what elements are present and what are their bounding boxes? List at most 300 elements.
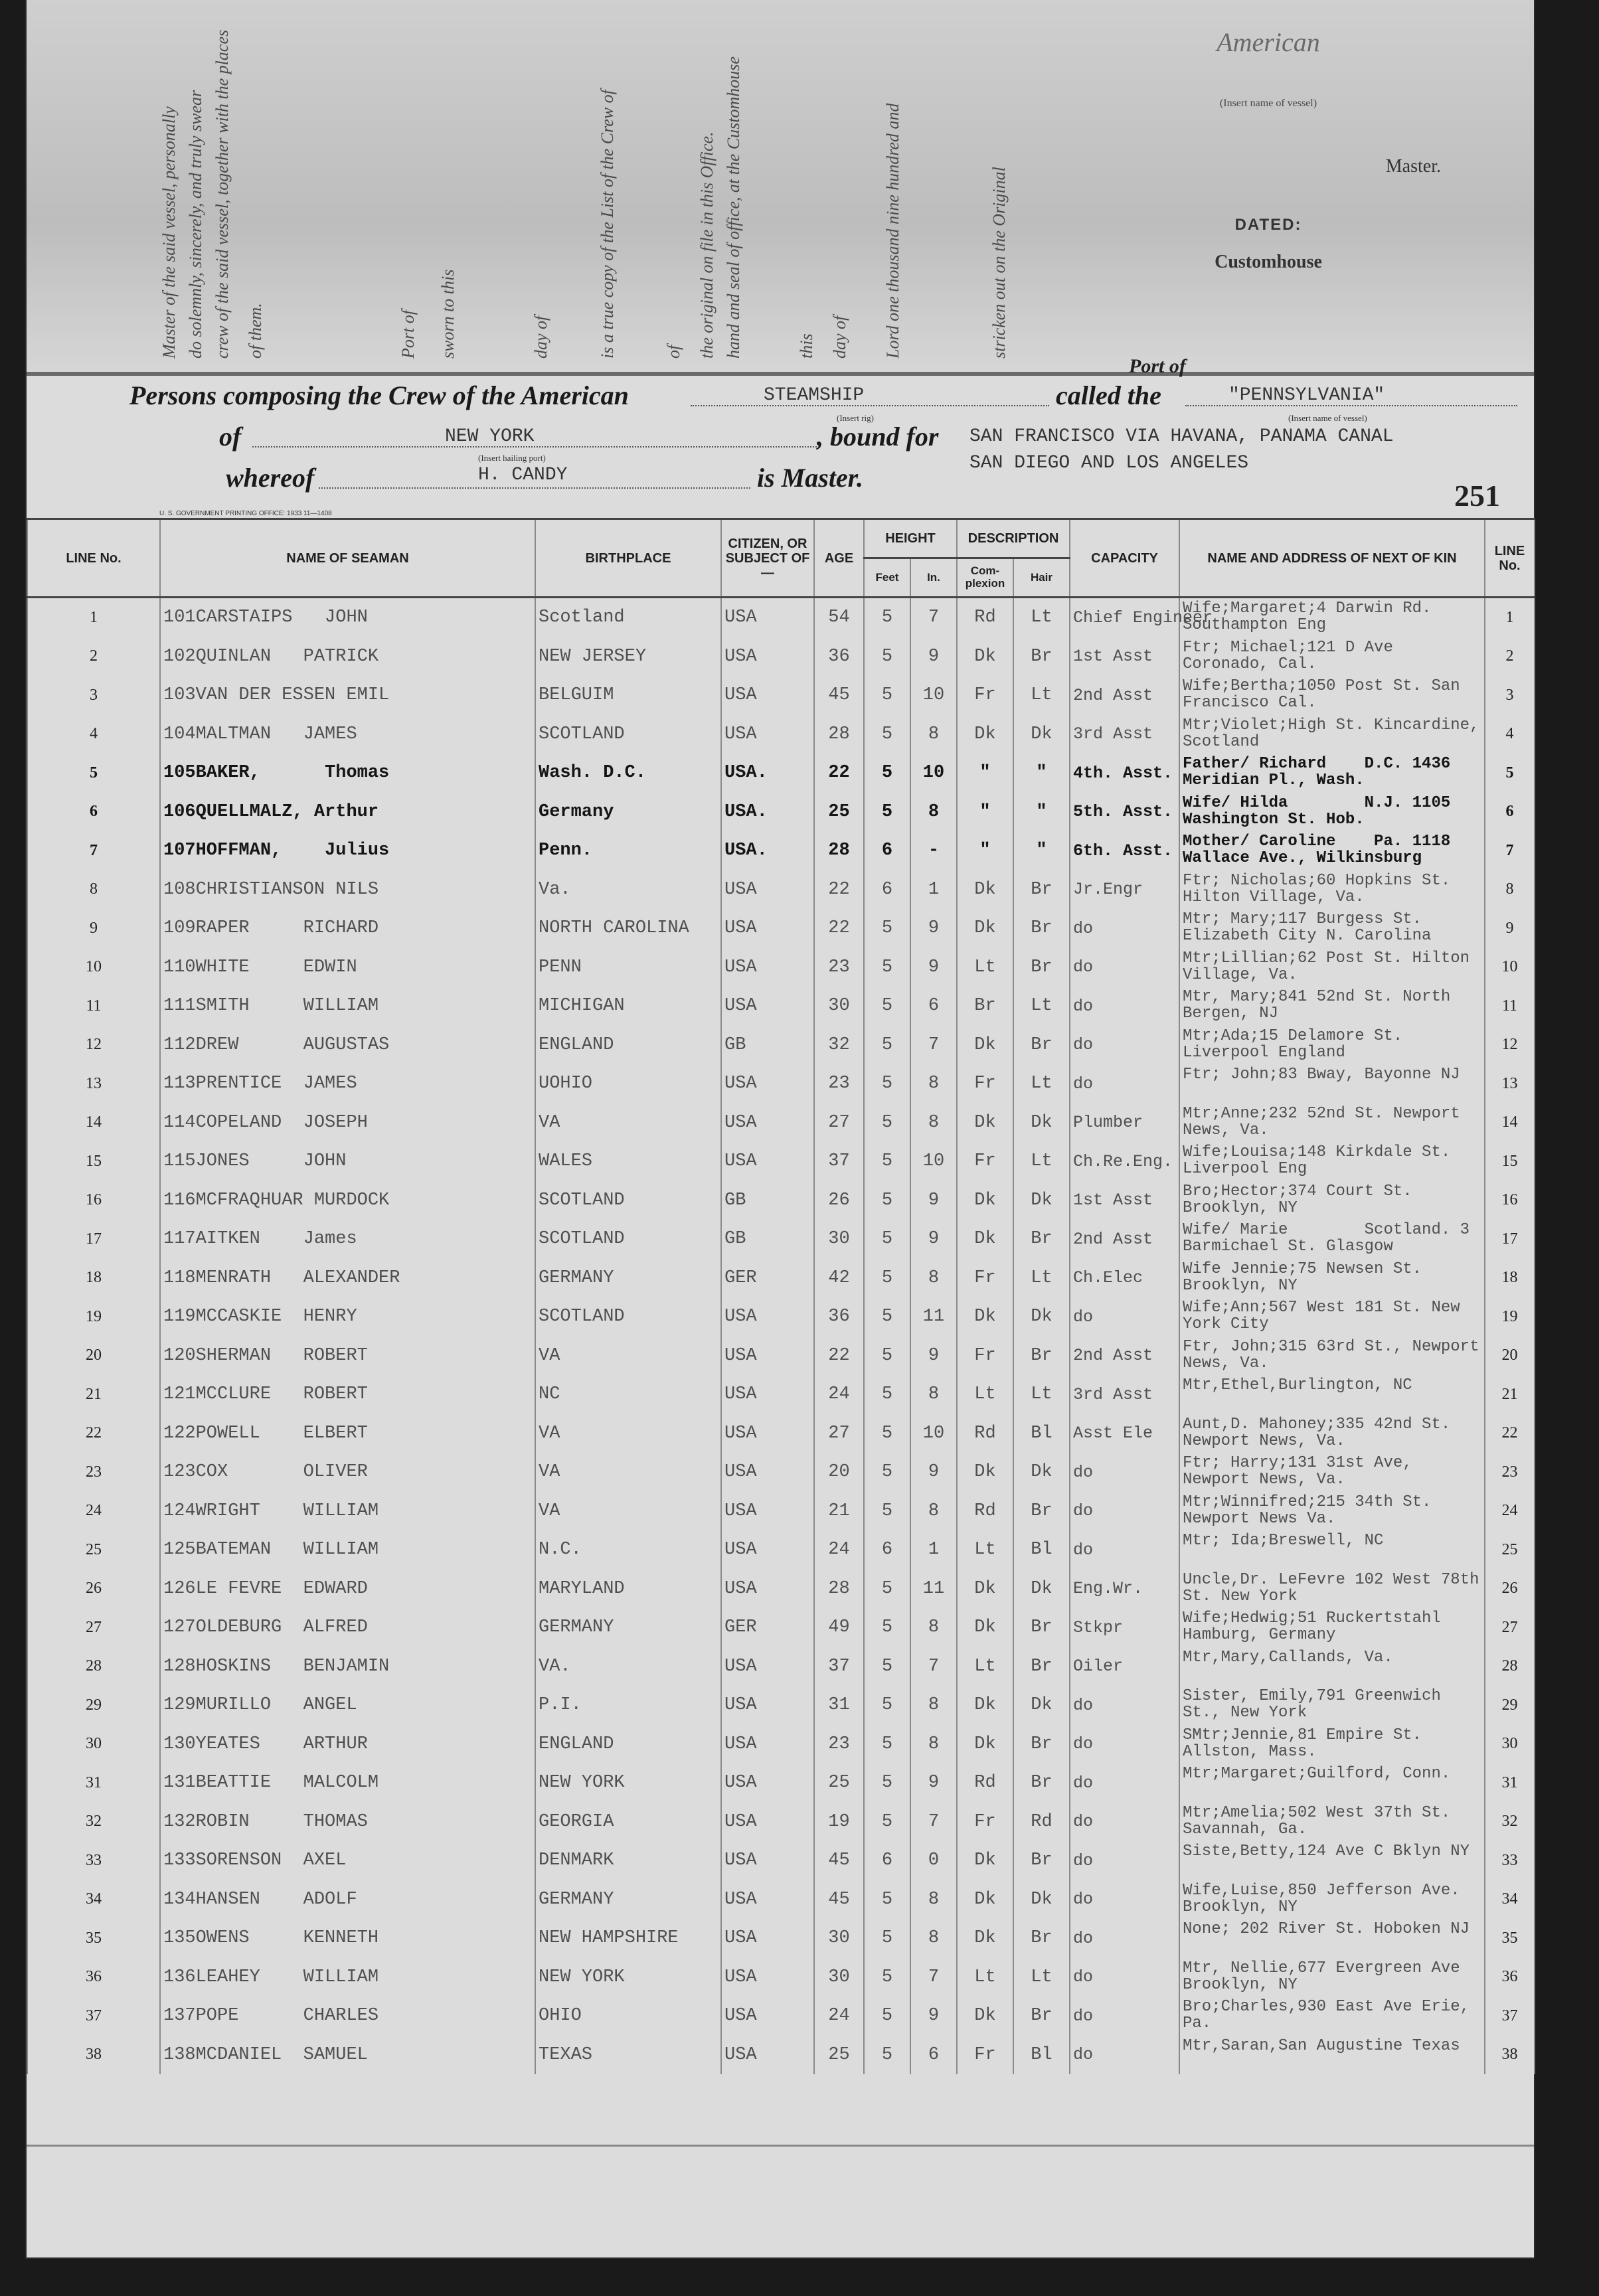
rig-label: (Insert rig) [837,413,874,423]
age: 24 [814,1530,864,1570]
next-of-kin: Mtr,Mary,Callands, Va. [1179,1647,1485,1686]
next-of-kin: Wife;Margaret;4 Darwin Rd. Southampton Eng [1179,598,1485,637]
seaman-name [160,831,535,870]
seaman-full-name: VAN DER ESSEN EMIL [195,685,390,706]
line-no: 24 [27,1492,160,1531]
line-no-right: 16 [1485,1181,1535,1220]
citizenship-value: USA [724,1074,757,1094]
age: 24 [814,1375,864,1414]
capacity: do [1070,1686,1179,1725]
height-inches: 8 [910,1104,957,1143]
seaman-name [160,909,535,948]
flap-column-text: do solemnly, sincerely, and truly swear [186,90,205,359]
crew-row [27,1763,1535,1803]
flap-column-text: crew of the said vessel, together with the places [212,29,232,359]
seaman-name [160,1647,535,1686]
flap-column-text: day of [830,315,849,359]
line-no: 7 [27,831,160,870]
next-of-kin: Wife;Bertha;1050 Post St. San Francisco Cal. [1179,676,1485,715]
of-label: of [219,422,242,451]
age: 49 [814,1608,864,1647]
complexion: Dk [957,1725,1013,1764]
seaman-full-name: MCCLURE ROBERT [195,1384,368,1405]
line-no-right: 14 [1485,1104,1535,1143]
seaman-number: 101 [163,608,196,628]
complexion: " [957,793,1013,832]
complexion: Fr [957,1259,1013,1298]
height-feet: 5 [864,1919,910,1958]
capacity: do [1070,2036,1179,2075]
seaman-name [160,1220,535,1259]
citizenship-value: USA. [724,801,768,822]
capacity: Jr.Engr [1070,870,1179,910]
citizenship [721,1064,814,1104]
seaman-number: 117 [163,1229,196,1250]
line-no-right: 18 [1485,1259,1535,1298]
complexion: Rd [957,598,1013,637]
complexion: Lt [957,1375,1013,1414]
citizenship-value: USA [724,1811,757,1832]
line-no: 28 [27,1647,160,1686]
line-no-right: 32 [1485,1803,1535,1842]
citizenship [721,1414,814,1453]
seaman-name [160,948,535,987]
next-of-kin: Mtr;Ada;15 Delamore St. Liverpool England [1179,1026,1485,1065]
height-feet: 5 [864,1570,910,1609]
crew-row [27,1725,1535,1764]
citizenship [721,831,814,870]
line-no-right: 15 [1485,1142,1535,1181]
citizenship-value: USA [724,918,757,939]
seaman-full-name: LE FEVRE EDWARD [195,1578,368,1599]
capacity: Oiler [1070,1647,1179,1686]
seaman-full-name: ROBIN THOMAS [195,1811,368,1832]
line-no: 14 [27,1104,160,1143]
crew-row [27,1414,1535,1453]
capacity: do [1070,1803,1179,1842]
height-feet: 5 [864,1220,910,1259]
customhouse-label: Customhouse [1215,252,1322,272]
line-no: 31 [27,1763,160,1803]
seaman-full-name: QUINLAN PATRICK [195,646,379,667]
hair: Br [1013,948,1070,987]
birthplace: WALES [535,1142,721,1181]
col-feet: Feet [864,558,910,598]
next-of-kin: Wife,Luise,850 Jefferson Ave. Brooklyn, NY [1179,1880,1485,1920]
line-no-right: 27 [1485,1608,1535,1647]
next-of-kin: Mtr;Winnifred;215 34th St. Newport News Va. [1179,1492,1485,1531]
complexion: Dk [957,1841,1013,1880]
seaman-number: 102 [163,646,196,667]
complexion: Dk [957,1919,1013,1958]
citizenship [721,948,814,987]
citizenship-value: USA [724,1345,757,1366]
line-no-right: 9 [1485,909,1535,948]
citizenship [721,676,814,715]
line-no-right: 28 [1485,1647,1535,1686]
seaman-full-name: MENRATH ALEXANDER [195,1268,400,1288]
flap-column-text: day of [531,315,550,359]
citizenship-value: USA [724,1384,757,1405]
citizenship [721,2036,814,2075]
birthplace: MARYLAND [535,1570,721,1609]
seaman-name [160,1958,535,1997]
seaman-full-name: BATEMAN WILLIAM [195,1540,379,1560]
height-inches: 10 [910,676,957,715]
birthplace: Penn. [535,831,721,870]
citizenship [721,715,814,754]
flap-column-text: of them. [246,303,265,359]
hair: Br [1013,1608,1070,1647]
complexion: Dk [957,1220,1013,1259]
seaman-name [160,1530,535,1570]
age: 37 [814,1647,864,1686]
seaman-number: 132 [163,1811,196,1832]
citizenship [721,1608,814,1647]
seaman-full-name: CARSTAIPS JOHN [195,608,368,628]
vessel-name-label: (Insert name of vessel) [1219,98,1317,109]
citizenship-value: USA [724,724,757,744]
crew-row [27,1026,1535,1065]
citizenship [721,754,814,793]
seaman-full-name: MCFRAQHUAR MURDOCK [195,1190,390,1210]
hair: Dk [1013,1297,1070,1337]
seaman-number: 116 [163,1190,196,1210]
seaman-full-name: WRIGHT WILLIAM [195,1501,379,1521]
seaman-full-name: JONES JOHN [195,1151,347,1172]
crew-row [27,1608,1535,1647]
height-feet: 5 [864,1337,910,1376]
citizenship [721,870,814,910]
crew-row [27,909,1535,948]
col-description: DESCRIPTION [957,519,1070,558]
crew-row [27,1570,1535,1609]
next-of-kin: Mtr,Saran,San Augustine Texas [1179,2036,1485,2075]
age: 20 [814,1453,864,1492]
height-feet: 5 [864,1026,910,1065]
seaman-name [160,598,535,637]
capacity: do [1070,1763,1179,1803]
height-feet: 5 [864,715,910,754]
birthplace: VA [535,1453,721,1492]
flap-column-text: the original on file in this Office. [697,131,716,359]
hair: Br [1013,1725,1070,1764]
complexion: Dk [957,1104,1013,1143]
height-feet: 5 [864,1064,910,1104]
birthplace: GERMANY [535,1608,721,1647]
capacity: Ch.Elec [1070,1259,1179,1298]
height-inches: 7 [910,1803,957,1842]
height-feet: 5 [864,948,910,987]
line-no-right: 7 [1485,831,1535,870]
hair: Br [1013,637,1070,677]
line-no-right: 1 [1485,598,1535,637]
birthplace: GERMANY [535,1259,721,1298]
is-master-label: is Master. [757,463,864,493]
height-feet: 5 [864,676,910,715]
line-no: 8 [27,870,160,910]
height-feet: 5 [864,1453,910,1492]
citizenship-value: USA [724,1151,757,1172]
age: 23 [814,948,864,987]
line-no: 17 [27,1220,160,1259]
citizenship-value: USA [724,996,757,1017]
seaman-name [160,987,535,1026]
height-inches: 1 [910,870,957,910]
line-no-right: 37 [1485,1997,1535,2036]
birthplace: NC [535,1375,721,1414]
height-inches: 6 [910,2036,957,2075]
seaman-full-name: CHRISTIANSON NILS [195,879,379,900]
capacity: do [1070,1919,1179,1958]
capacity: do [1070,987,1179,1026]
age: 54 [814,598,864,637]
height-inches: 7 [910,1958,957,1997]
citizenship [721,1259,814,1298]
citizenship-value: USA [724,2006,757,2026]
line-no: 16 [27,1181,160,1220]
seaman-full-name: AITKEN James [195,1229,357,1250]
height-inches: 7 [910,1026,957,1065]
birthplace: VA [535,1104,721,1143]
height-feet: 5 [864,1725,910,1764]
birthplace: SCOTLAND [535,1297,721,1337]
citizenship-value: USA [724,1462,757,1483]
citizenship-value: GB [724,1229,746,1250]
hair: Lt [1013,598,1070,637]
seaman-number: 105 [163,763,196,783]
hailing-port-label: (Insert hailing port) [478,453,546,463]
line-no: 32 [27,1803,160,1842]
crew-row [27,1375,1535,1414]
line-no: 26 [27,1570,160,1609]
seaman-name [160,1841,535,1880]
age: 23 [814,1725,864,1764]
capacity: do [1070,1064,1179,1104]
capacity: do [1070,1492,1179,1531]
line-no: 13 [27,1064,160,1104]
next-of-kin: Ftr; John;83 Bway, Bayonne NJ [1179,1064,1485,1104]
complexion: Dk [957,1453,1013,1492]
line-no: 37 [27,1997,160,2036]
birthplace: NEW HAMPSHIRE [535,1919,721,1958]
vessel-name-hint: (Insert name of vessel) [1288,413,1367,423]
seaman-name [160,1686,535,1725]
height-inches: 9 [910,1181,957,1220]
age: 22 [814,1337,864,1376]
height-feet: 6 [864,870,910,910]
capacity: 3rd Asst [1070,1375,1179,1414]
crew-row [27,676,1535,715]
seaman-full-name: MALTMAN JAMES [195,724,357,744]
line-no: 1 [27,598,160,637]
line-no-right: 20 [1485,1337,1535,1376]
citizenship-value: USA [724,1850,757,1871]
citizenship-value: USA [724,646,757,667]
height-feet: 5 [864,754,910,793]
age: 21 [814,1492,864,1531]
hailing-port: NEW YORK [445,426,535,447]
seaman-number: 131 [163,1773,196,1793]
citizenship [721,1997,814,2036]
hair: Br [1013,909,1070,948]
next-of-kin: Mtr; Ida;Breswell, NC [1179,1530,1485,1570]
next-of-kin: Mtr;Margaret;Guilford, Conn. [1179,1763,1485,1803]
seaman-number: 104 [163,724,196,744]
seaman-name [160,754,535,793]
height-inches: 9 [910,637,957,677]
line-no: 27 [27,1608,160,1647]
line-no-right: 17 [1485,1220,1535,1259]
line-no-right: 31 [1485,1763,1535,1803]
height-inches: 1 [910,1530,957,1570]
seaman-number: 123 [163,1462,196,1483]
age: 27 [814,1104,864,1143]
complexion: Br [957,987,1013,1026]
seaman-full-name: COX OLIVER [195,1462,368,1483]
crew-row [27,1220,1535,1259]
height-inches: 6 [910,987,957,1026]
line-no: 30 [27,1725,160,1764]
height-inches: 8 [910,1608,957,1647]
complexion: Rd [957,1492,1013,1531]
citizenship [721,1570,814,1609]
height-inches: 8 [910,1686,957,1725]
next-of-kin: Mtr, Mary;841 52nd St. North Bergen, NJ [1179,987,1485,1026]
height-inches: 9 [910,1337,957,1376]
birthplace: P.I. [535,1686,721,1725]
capacity: do [1070,1841,1179,1880]
birthplace: SCOTLAND [535,1220,721,1259]
complexion: Dk [957,1880,1013,1920]
hair: Dk [1013,1570,1070,1609]
next-of-kin: Mtr,Ethel,Burlington, NC [1179,1375,1485,1414]
next-of-kin: Mtr; Mary;117 Burgess St. Elizabeth City N. Carolina [1179,909,1485,948]
line-no-right: 8 [1485,870,1535,910]
seaman-name [160,1453,535,1492]
height-feet: 5 [864,793,910,832]
hair: Dk [1013,715,1070,754]
capacity: do [1070,1453,1179,1492]
complexion: Fr [957,1337,1013,1376]
birthplace: Va. [535,870,721,910]
next-of-kin: SMtr;Jennie,81 Empire St. Allston, Mass. [1179,1725,1485,1764]
citizenship-value: USA [724,1967,757,1987]
next-of-kin: Ftr, John;315 63rd St., Newport News, Va. [1179,1337,1485,1376]
seaman-name [160,1492,535,1531]
seaman-number: 109 [163,918,196,939]
seaman-full-name: MCCASKIE HENRY [195,1307,357,1327]
birthplace: VA [535,1337,721,1376]
seaman-name [160,1608,535,1647]
complexion: " [957,754,1013,793]
age: 30 [814,987,864,1026]
height-inches: 8 [910,1919,957,1958]
height-feet: 5 [864,1608,910,1647]
citizenship [721,1919,814,1958]
citizenship [721,1841,814,1880]
citizenship [721,793,814,832]
crew-row [27,1686,1535,1725]
height-inches: 10 [910,754,957,793]
hair: Lt [1013,676,1070,715]
hair: Lt [1013,1064,1070,1104]
citizenship [721,1142,814,1181]
age: 30 [814,1220,864,1259]
next-of-kin: Bro;Charles,930 East Ave Erie, Pa. [1179,1997,1485,2036]
col-capacity: CAPACITY [1070,519,1179,598]
flap-column-text: hand and seal of office, at the Customhouse [724,56,743,359]
hair: Br [1013,1220,1070,1259]
capacity: do [1070,1530,1179,1570]
height-inches: 9 [910,1220,957,1259]
citizenship [721,1803,814,1842]
seaman-name [160,1919,535,1958]
hair: Br [1013,1841,1070,1880]
next-of-kin: Sister, Emily,791 Greenwich St., New York [1179,1686,1485,1725]
seaman-name [160,2036,535,2075]
height-feet: 5 [864,1492,910,1531]
seaman-number: 126 [163,1578,196,1599]
seaman-number: 118 [163,1268,196,1288]
hair: Dk [1013,1181,1070,1220]
citizenship-value: USA. [724,841,768,861]
flap-column-text: is a true copy of the List of the Crew of [598,90,617,359]
seaman-name [160,1570,535,1609]
seaman-name [160,1375,535,1414]
complexion: Fr [957,1142,1013,1181]
destination-line-1: SAN FRANCISCO VIA HAVANA, PANAMA CANAL [969,426,1394,447]
line-no-right: 38 [1485,2036,1535,2075]
called-the-label: called the [1056,380,1161,410]
hair: Bl [1013,2036,1070,2075]
citizenship [721,1104,814,1143]
seaman-number: 130 [163,1734,196,1754]
height-feet: 5 [864,1686,910,1725]
seaman-name [160,1297,535,1337]
folded-oath-flap [27,0,1534,376]
line-no: 35 [27,1919,160,1958]
birthplace: VA [535,1414,721,1453]
seaman-full-name: COPELAND JOSEPH [195,1112,368,1133]
flap-column-text: this [797,333,816,359]
line-no-right: 36 [1485,1958,1535,1997]
citizenship-value: GER [724,1617,757,1638]
citizenship [721,1647,814,1686]
line-no: 38 [27,2036,160,2075]
complexion: Dk [957,1570,1013,1609]
capacity: Plumber [1070,1104,1179,1143]
hair: Lt [1013,1958,1070,1997]
citizenship [721,987,814,1026]
list-header [27,378,1534,511]
seaman-name [160,793,535,832]
vessel-stamp: American [1217,27,1320,57]
age: 36 [814,1297,864,1337]
birthplace: ENGLAND [535,1725,721,1764]
line-no: 36 [27,1958,160,1997]
col-name: NAME OF SEAMAN [160,519,535,598]
citizenship-value: USA [724,685,757,706]
age: 22 [814,754,864,793]
line-no-right: 13 [1485,1064,1535,1104]
seaman-number: 113 [163,1074,196,1094]
seaman-number: 129 [163,1695,196,1716]
seaman-number: 133 [163,1850,196,1871]
master-name: H. CANDY [478,465,568,485]
line-no: 9 [27,909,160,948]
seaman-full-name: MCDANIEL SAMUEL [195,2044,368,2065]
